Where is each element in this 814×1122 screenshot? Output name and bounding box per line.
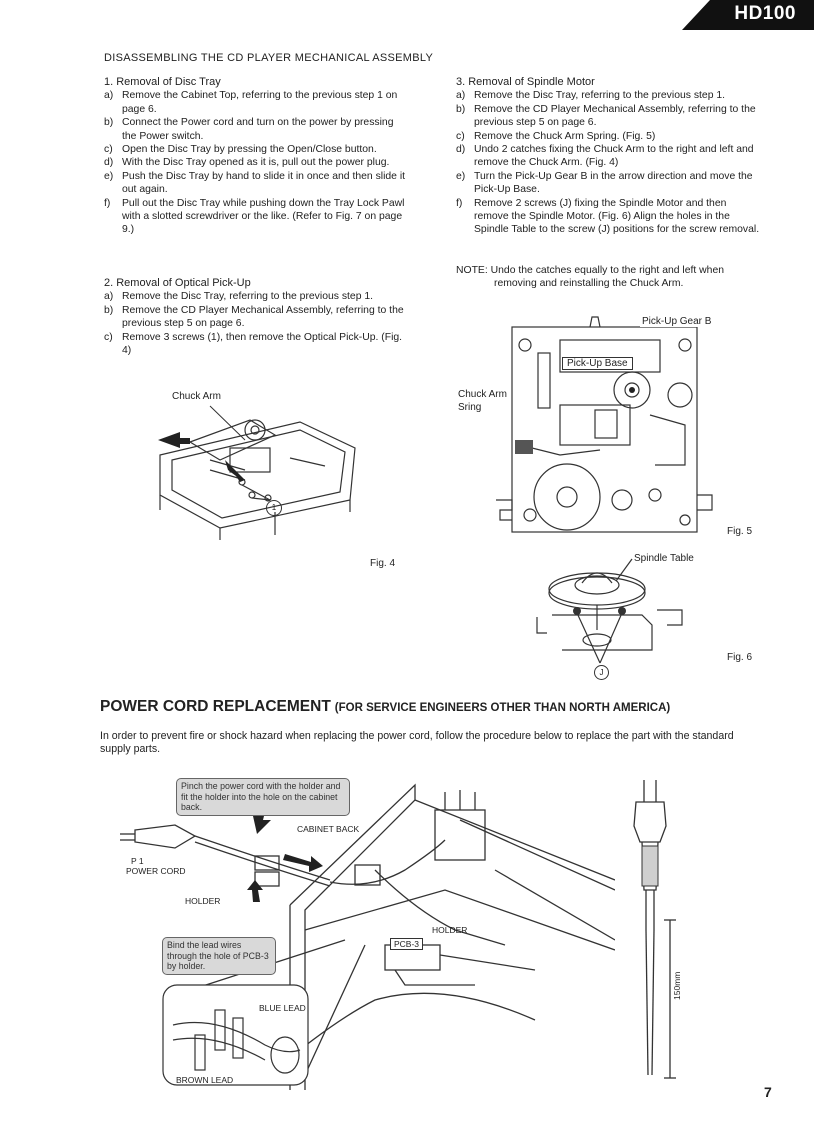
power-cord-label: POWER CORD <box>126 866 186 876</box>
spindle-section <box>456 76 760 237</box>
cabinet-back-label: CABINET BACK <box>297 824 360 834</box>
holder-label-2: HOLDER <box>432 925 468 935</box>
fig5-gear-label: Pick-Up Gear B <box>642 316 712 327</box>
fig5-base-label: Pick-Up Base <box>562 357 633 370</box>
pickup-section <box>104 277 410 357</box>
spindle-title: 3. Removal of Spindle Motor <box>456 76 595 88</box>
callout-bind: Bind the lead wires through the hole of PCB-3 by holder. <box>162 937 276 975</box>
disc-tray-section <box>104 76 410 237</box>
disc-tray-title: 1. Removal of Disc Tray <box>104 76 221 88</box>
list-item: c) Open the Disc Tray by pressing the Open/Close button. <box>104 144 377 156</box>
power-cord-heading <box>100 698 670 716</box>
fig6-drawing <box>532 555 692 680</box>
list-item: a) Remove the Disc Tray, referring to the previous step 1. <box>456 90 726 102</box>
section-title: DISASSEMBLING THE CD PLAYER MECHANICAL ASSEMBLY <box>104 52 434 64</box>
power-cord-diagram <box>115 770 615 1090</box>
list-item: b) Remove the CD Player Mechanical Assembly, referring to the previous step 5 on page 6. <box>104 304 404 330</box>
note-line-1: NOTE: Undo the catches equally to the right and left when <box>456 265 725 276</box>
fig6-screw-marker: J <box>594 665 609 680</box>
list-item: d) With the Disc Tray opened as it is, pull out the power plug. <box>104 157 390 169</box>
list-item: d) Undo 2 catches fixing the Chuck Arm to the right and left and remove the Chuck Arm. (Fig. 4) <box>456 144 754 169</box>
page-number: 7 <box>764 1084 772 1100</box>
p1-label: P 1 <box>131 856 144 866</box>
list-item: b) Remove the CD Player Mechanical Assembly, referring to the previous step 5 on page 6. <box>456 103 756 129</box>
brown-lead-label: BROWN LEAD <box>176 1075 234 1085</box>
length-label: 150mm <box>672 971 682 1000</box>
list-item: b) Connect the Power cord and turn on the power by pressing the Power switch. <box>104 117 394 142</box>
power-cord-subtitle: (FOR SERVICE ENGINEERS OTHER THAN NORTH AMERICA) <box>334 702 671 714</box>
list-item: a) Remove the Cabinet Top, referring to the previous step 1 on page 6. <box>104 90 398 115</box>
fig5-caption: Fig. 5 <box>727 526 753 537</box>
list-item: f) Remove 2 screws (J) fixing the Spindle Motor and then remove the Spindle Motor. (Fig. 6) Align the holes in the Spindle Table to the screw (J) positions for the screw removal. <box>456 197 760 236</box>
list-item: e) Turn the Pick-Up Gear B in the arrow direction and move the Pick-Up Base. <box>456 170 753 196</box>
list-item: c) Remove 3 screws (1), then remove the Optical Pick-Up. (Fig. 4) <box>104 331 403 357</box>
power-plug-drawing <box>620 780 680 1085</box>
callout-pinch: Pinch the power cord with the holder and fit the holder into the hole on the cabinet back. <box>176 778 350 816</box>
fig5-spring-label <box>458 388 507 414</box>
fig4-chuck-arm-label: Chuck Arm <box>172 391 221 402</box>
power-cord-title: POWER CORD REPLACEMENT <box>100 698 331 715</box>
fig6-caption: Fig. 6 <box>727 652 753 663</box>
fig4-screw-marker: 1 <box>266 500 282 516</box>
note <box>456 264 766 291</box>
list-item: f) Pull out the Disc Tray while pushing down the Tray Lock Pawl with a slotted screwdriver or the like. (Refer to Fig. 7 on page 9.) <box>104 197 405 236</box>
fig6-table-label: Spindle Table <box>634 553 694 564</box>
pickup-title: 2. Removal of Optical Pick-Up <box>104 277 251 289</box>
fig5-drawing <box>490 315 720 540</box>
pcb3-label: PCB-3 <box>390 938 423 950</box>
holder-label: HOLDER <box>185 896 221 906</box>
model-badge: HD100 <box>734 3 796 24</box>
fig4-drawing <box>150 400 380 540</box>
list-item: a) Remove the Disc Tray, referring to the previous step 1. <box>104 291 374 303</box>
list-item: c) Remove the Chuck Arm Spring. (Fig. 5) <box>456 130 656 142</box>
fig4-caption: Fig. 4 <box>370 558 396 569</box>
note-line-2: removing and reinstalling the Chuck Arm. <box>494 278 684 290</box>
fig5-spring-label-line1: Chuck Arm <box>458 389 507 400</box>
blue-lead-label: BLUE LEAD <box>259 1003 306 1013</box>
fig5-spring-label-line2: Sring <box>458 402 482 413</box>
power-cord-intro: In order to prevent fire or shock hazard when replacing the power cord, follow the procedure below to replace the part with the standard supply parts. <box>100 730 734 755</box>
list-item: e) Push the Disc Tray by hand to slide it in once and then slide it out again. <box>104 170 406 196</box>
